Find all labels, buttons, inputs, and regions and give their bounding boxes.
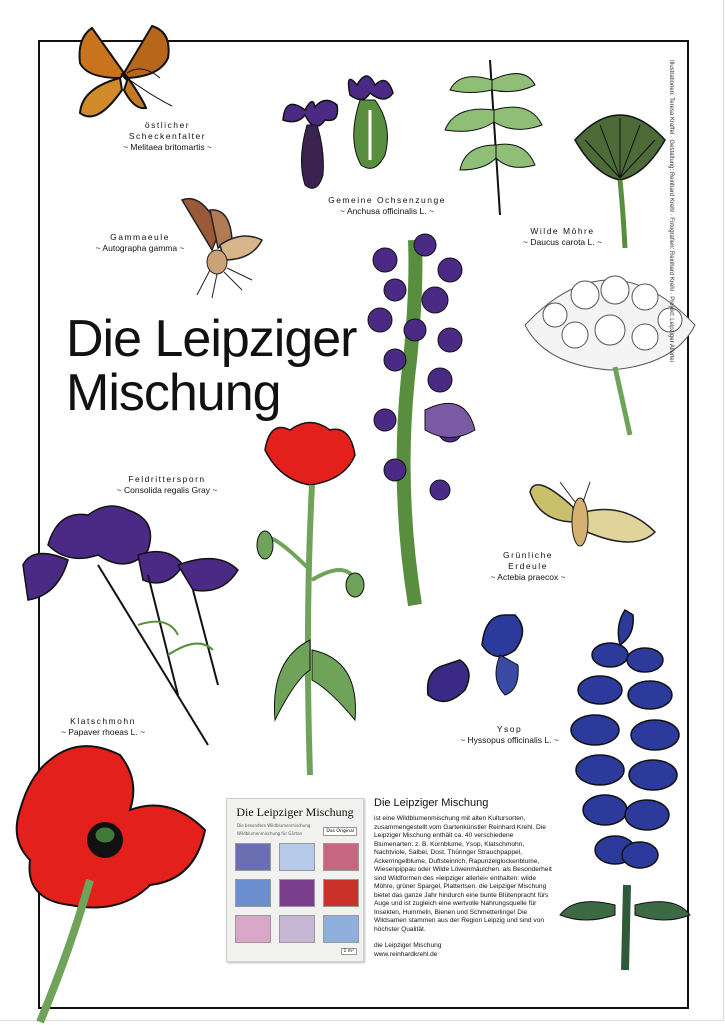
caption-common-name: Gemeine Ochsenzunge (328, 195, 446, 205)
klatschmohn-stem-illustration (250, 420, 380, 780)
caption-common-name: Feldrittersporn (128, 474, 206, 484)
butterfly-scheckenfalter-illustration (72, 18, 182, 128)
package-photo (235, 879, 271, 907)
caption-latin-name: ~ Papaver rhoeas L. ~ (60, 727, 146, 737)
package-photo (323, 915, 359, 943)
package-photo (323, 843, 359, 871)
feldrittersporn-illustration (18, 505, 243, 750)
package-photo (279, 879, 315, 907)
caption-latin-name: ~ Autographa gamma ~ (95, 243, 185, 253)
caption-ysop (452, 724, 567, 746)
info-closing: die Leipziger Mischung (374, 942, 442, 949)
poster-title-line2: Mischung (66, 364, 281, 422)
package-photo (279, 843, 315, 871)
info-body: ist eine Wildblumenmischung mit alten Kultursorten, zusammengestellt vom Gartenkünstler Reinhard Krehl. Die Leipziger Mischung enthält ca. 40 verschiedene Blumenarten: z. B. Kornblume, Ysop, Klatschmohn, Nachtviole, Salbei, Dost, Thüringer Strauchpappel, Ackerringelblume, Duftsteinrich, Rapunzelglockenblume, Wiesenpippau oder Wilde Löwenmäulchen. als Besonderheit sind Wildformen des »leipziger allerlei« enthalten: wilde Möhre, grüner Spargel, Plattertsen. die Leipziger Mischung bietet das ganze Jahr hindurch eine bunte Blütenpracht fürs Auge und ist zugleich eine wertvolle Nahrungsquelle für Insekten, Hummeln, Bienen und Schmetterlinge! Die Wildsamen stammen aus der Region Leipzig und sind von höchster Qualität. (374, 815, 552, 933)
package-photo (279, 915, 315, 943)
poster-credit: Illustrationen: Teresa Kraffel · Gestaltung: Reinhard Krehl · Fotografien: Reinhard Krehl · Projekt: Leipziger Allerlei (668, 60, 674, 362)
package-photo (235, 843, 271, 871)
caption-common-name: Klatschmohn (70, 716, 136, 726)
poster-title (66, 312, 357, 420)
package-badge: Das Original (323, 827, 357, 836)
ysop-spike-illustration (555, 605, 695, 975)
caption-ochsenzunge (322, 195, 452, 217)
caption-feldrittersporn (112, 474, 222, 496)
package-photo (323, 879, 359, 907)
caption-gammaeule (95, 232, 185, 254)
package-subtitle-2: Wildblumenmischung für Gärten (237, 831, 303, 836)
poster-title-line1: Die Leipziger (66, 310, 357, 368)
ochsenzunge-flowers-illustration (275, 65, 415, 205)
package-title: Die Leipziger Mischung (236, 805, 354, 819)
info-url-link[interactable]: www.reinhardkrehl.de (374, 950, 438, 958)
caption-erdeule (488, 550, 568, 583)
info-block (374, 797, 554, 959)
caption-latin-name: ~ Anchusa officinalis L. ~ (340, 206, 434, 216)
caption-common-name: östlicher Scheckenfalter (128, 120, 207, 141)
caption-common-name: Wilde Möhre (530, 226, 595, 236)
seed-package-image (226, 798, 364, 962)
klatschmohn-large-illustration (10, 740, 220, 1025)
moth-gammaeule-illustration (172, 190, 272, 300)
caption-common-name: Gammaeule (110, 232, 170, 242)
package-photo (235, 915, 271, 943)
info-heading: Die Leipziger Mischung (374, 797, 489, 809)
caption-common-name: Grünliche Erdeule (503, 550, 553, 571)
caption-latin-name: ~ Actebia praecox ~ (490, 572, 566, 582)
package-photo-grid (235, 843, 357, 943)
package-subtitle: Die besondere Wildblumenmischung (237, 823, 311, 828)
caption-latin-name: ~ Daucus carota L. ~ (523, 237, 602, 247)
caption-latin-name: ~ Melitaea britomartis ~ (123, 142, 212, 152)
erdeule-moth-illustration (525, 462, 665, 562)
caption-latin-name: ~ Consolida regalis Gray ~ (116, 485, 218, 495)
caption-klatschmohn (58, 716, 148, 738)
package-size: 1 m² (341, 948, 357, 955)
caption-common-name: Ysop (496, 724, 523, 734)
caption-latin-name: ~ Hyssopus officinalis L. ~ (460, 735, 559, 745)
caption-scheckenfalter (120, 120, 215, 153)
ysop-flowers-illustration (420, 610, 545, 725)
caption-wilde-moehre (515, 226, 610, 248)
wilde-moehre-blossom-illustration (515, 255, 705, 440)
